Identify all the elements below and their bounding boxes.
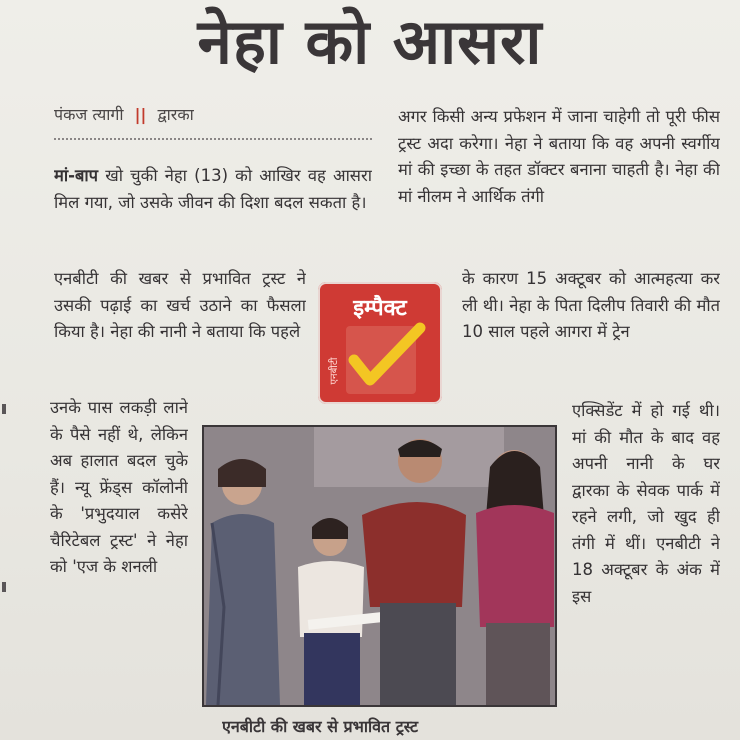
column-left-narrow: उनके पास लकड़ी लाने के पैसे नहीं थे, लेकिन अब हालात बदल चुके हैं। न्यू फ्रेंड्स कॉलोनी के 'प्रभुदयाल कसेरे चैरिटेबल ट्रस्ट' ने नेहा को 'एज के शनली — [50, 398, 188, 576]
margin-mark — [2, 404, 6, 414]
column-right-top: अगर किसी अन्य प्रफेशन में जाना चाहेगी तो पूरी फीस ट्रस्ट अदा करेगा। नेहा ने बताया कि वह अपनी स्वर्गीय मां की इच्छा के तहत डॉक्टर बनाना चाहती है। नेहा की मां नीलम ने आर्थिक तंगी — [398, 107, 720, 206]
margin-mark — [2, 582, 6, 592]
byline-location: द्वारका — [157, 105, 194, 124]
checkmark-icon — [318, 282, 442, 404]
column-right-narrow: एक्सिडेंट में हो गई थी। मां की मौत के बाद वह अपनी नानी के घर द्वारका के सेवक पार्क में रहने लगी, जो खुद ही तंगी में थीं। एनबीटी ने 18 अक्टूबर के अंक में इस — [572, 401, 720, 606]
column-right-mid: के कारण 15 अक्टूबर को आत्महत्या कर ली थी। नेहा के पिता दिलीप तिवारी की मौत 10 साल पहले आगरा में ट्रेन — [462, 269, 720, 341]
byline-divider — [54, 138, 372, 140]
byline-author: पंकज त्यागी — [54, 105, 124, 124]
column-left-top — [54, 163, 372, 269]
impact-logo-word: इम्पैक्ट — [353, 296, 407, 321]
byline — [54, 103, 384, 127]
news-photo — [202, 425, 557, 707]
impact-logo — [318, 282, 442, 404]
lead-paragraph: खो चुकी नेहा (13) को आखिर वह आसरा मिल गया, जो उसके जीवन की दिशा बदल सकता है। — [54, 166, 372, 212]
photo-caption: एनबीटी की खबर से प्रभावित ट्रस्ट — [222, 717, 419, 736]
column-left-mid: एनबीटी की खबर से प्रभावित ट्रस्ट ने उसकी पढ़ाई का खर्च उठाने का फैसला किया है। नेहा की नानी ने बताया कि पहले — [54, 269, 306, 341]
lead-word: मां-बाप — [54, 166, 99, 185]
impact-logo-side-text: एनबीटी — [329, 357, 340, 385]
headline: नेहा को आसरा — [197, 5, 543, 78]
byline-separator: || — [134, 105, 147, 124]
photo-people-illustration — [204, 427, 555, 705]
